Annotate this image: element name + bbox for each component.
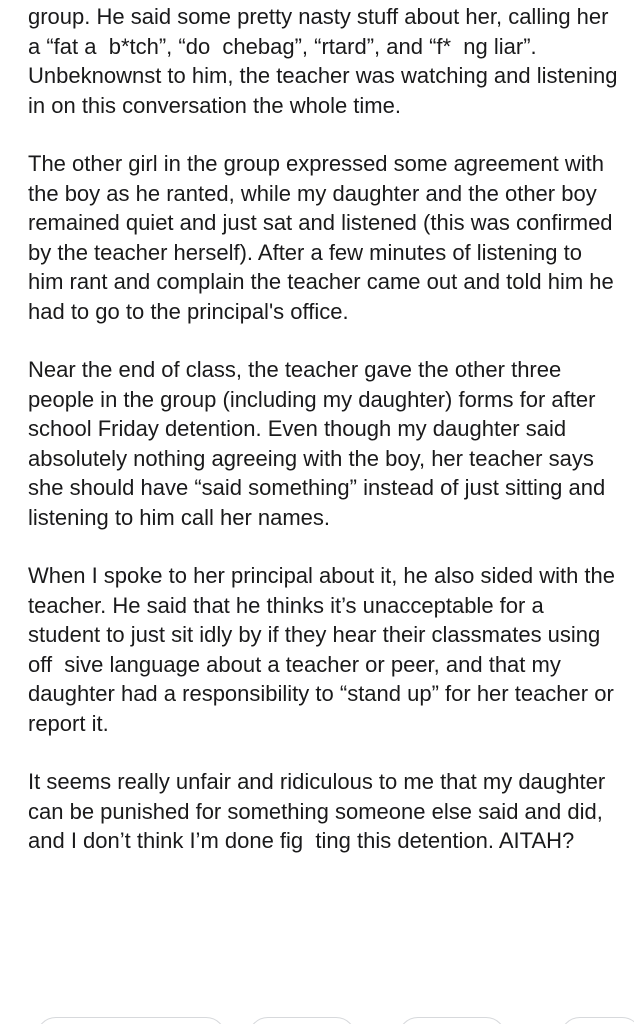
post-paragraph-4: When I spoke to her principal about it, he also sided with the teacher. He said that he thinks it’s unacceptable for a student to just sit idly by if they hear their classmates using off sive language about a teacher or peer, and that my daughter had a responsibility to “stand up” for her teacher or report it. <box>28 563 616 736</box>
share-button[interactable] <box>398 1017 506 1024</box>
post-paragraph-5: It seems really unfair and ridiculous to me that my daughter can be punished for something someone else said and did, and I don’t think I’m done fig ting this detention. AITAH? <box>28 769 606 853</box>
award-button[interactable] <box>560 1017 634 1024</box>
post-body <box>28 0 618 856</box>
post-paragraph-1: group. He said some pretty nasty stuff about her, calling her a “fat a b*tch”, “do chebag”, “rtard”, and “f* ng liar”. Unbeknownst to him, the teacher was watching and listening in on this conversation the whole time. <box>28 4 618 118</box>
post-paragraph-2: The other girl in the group expressed some agreement with the boy as he ranted, while my daughter and the other boy remained quiet and just sat and listened (this was confirmed by the teacher herself). After a few minutes of listening to him rant and complain the teacher came out and told him he had to go to the principal's office. <box>28 151 614 324</box>
vote-button[interactable] <box>36 1017 226 1024</box>
post-paragraph-3: Near the end of class, the teacher gave the other three people in the group (including my daughter) forms for after school Friday detention. Even though my daughter said absolutely nothing agreeing with the boy, her teacher says she should have “said something” instead of just sitting and listening to him call her names. <box>28 357 606 530</box>
post-action-bar <box>0 1014 634 1024</box>
comments-button[interactable] <box>248 1017 356 1024</box>
